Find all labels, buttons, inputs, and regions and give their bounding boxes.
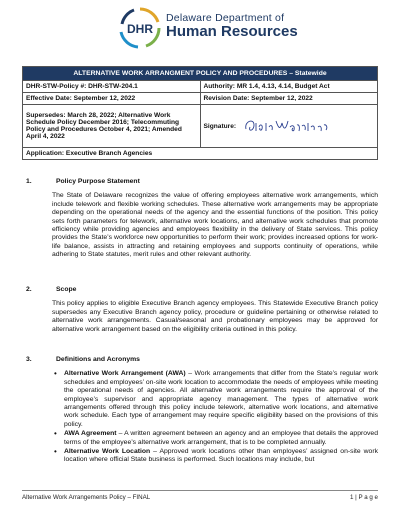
section-heading: 1. Policy Purpose Statement [26, 178, 140, 185]
page-footer [22, 494, 378, 501]
footer-title: Alternative Work Arrangements Policy – FINAL [22, 494, 151, 501]
dhr-logo [118, 6, 298, 54]
footer-divider [22, 490, 378, 491]
logo-line2: Human Resources [166, 23, 298, 40]
revision-date: Revision Date: September 12, 2022 [200, 93, 378, 105]
signature-label: Signature: [203, 122, 237, 130]
handwritten-signature [242, 115, 332, 137]
application: Application: Executive Branch Agencies [23, 148, 378, 160]
section-definitions [22, 356, 378, 466]
page-number: 1 | P a g e [350, 494, 378, 501]
dhr-logo-emblem-icon [118, 6, 162, 50]
definitions-list [52, 370, 378, 464]
section-heading: 2. Scope [26, 286, 77, 293]
section-heading: 3. Definitions and Acronyms [26, 356, 140, 363]
svg-text:DHR: DHR [127, 22, 153, 36]
effective-date: Effective Date: September 12, 2022 [23, 93, 201, 105]
section-policy-purpose [22, 178, 378, 260]
section-body: This policy applies to eligible Executive Branch agency employees. This Statewide Executive Branch policy supersedes any Executive Branch agency policy, procedure or guideline pertaining or otherwise related to alternative work arrangements. Casual/seasonal and probationary employees may be approved for alternative work arrangement based on the eligibility criteria outlined in this policy. [52, 300, 378, 333]
policy-authority: Authority: MR 1.4, 4.13, 4.14, Budget Act [200, 81, 378, 93]
list-item: • AWA Agreement – A written agreement between an agency and an employee that details the approved terms of the employee’s alternative work arrangement, that is to be completed annually. [52, 430, 378, 447]
policy-title: ALTERNATIVE WORK ARRANGMENT POLICY AND PROCEDURES – Statewide [23, 67, 378, 81]
signature-cell [200, 105, 378, 148]
policy-info-table [22, 66, 378, 160]
supersedes: Supersedes: March 28, 2022; Alternative Work Schedule Policy December 2016; Telecommuting Policy and Procedures October 4, 2021; Amended April 4, 2022 [23, 105, 201, 148]
section-body: The State of Delaware recognizes the value of offering employees alternative work arrangements, which include telework and flexible working schedules. These alternative work arrangements may be appropriate depending on the operational needs of the agency and the essential functions of the position. This policy sets forth parameters for telework, alternative work locations, and alternative work schedules that promote efficiency while providing agencies and employees flexibility in the delivery of State services. This policy provides the State’s workforce new opportunities to perform their work; provides increased options for work-life balance, assists in attracting and retaining employees and supports continuity of operations, while adhering to State statutes, merit rules and other relevant authority. [52, 192, 378, 259]
list-item: • Alternative Work Arrangement (AWA) – Work arrangements that differ from the State’s regular work schedules and employees’ on-site work location to accommodate the needs of employees while meeting the operational needs of agencies. All alternative work arrangements require the approval of the employee’s supervisor and appropriate agency management. The types of alternative work arrangements offered through this policy include telework, alternative work locations, and alternative work schedule. Each type of arrangement may require specific eligibility based on the provisions of this policy. [52, 370, 378, 429]
policy-number: DHR-STW-Policy #: DHR-STW-204.1 [23, 81, 201, 93]
list-item: • Alternative Work Location – Approved work locations other than employees’ assigned on-site work location where official State business is performed. Such locations may include, but [52, 448, 378, 465]
section-scope [22, 286, 378, 334]
logo-line1: Delaware Department of [166, 12, 285, 24]
